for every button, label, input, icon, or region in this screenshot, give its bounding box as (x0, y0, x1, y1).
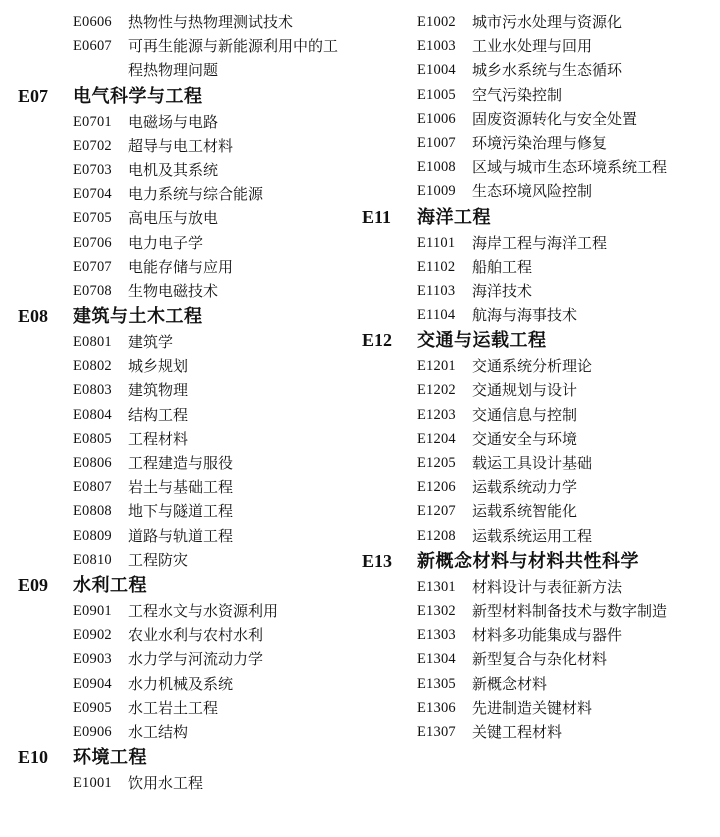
item-name: 生物电磁技术 (128, 281, 219, 300)
list-item (362, 303, 712, 327)
list-item (18, 647, 358, 671)
list-item (18, 623, 358, 647)
section-heading (362, 204, 712, 231)
list-item (362, 107, 712, 131)
item-code: E1301 (417, 578, 456, 595)
section-title: 新概念材料与材料共性科学 (417, 550, 639, 572)
item-name: 生态环境风险控制 (472, 182, 593, 201)
list-item (362, 475, 712, 499)
item-code: E1001 (73, 775, 112, 792)
item-name: 城市污水处理与资源化 (472, 13, 623, 31)
list-item (18, 771, 358, 795)
list-item (18, 427, 358, 451)
item-code: E1206 (417, 479, 456, 496)
item-code: E1004 (417, 62, 456, 79)
item-name: 环境污染治理与修复 (472, 133, 608, 152)
list-item (362, 403, 712, 427)
item-code: E1005 (417, 86, 456, 103)
list-item (362, 155, 712, 179)
item-code: E1307 (417, 723, 456, 740)
section-code: E13 (362, 550, 393, 571)
list-item (18, 599, 358, 623)
item-name: 建筑学 (128, 333, 174, 352)
list-item (362, 720, 712, 744)
item-name: 电力系统与综合能源 (128, 185, 264, 204)
item-name: 电磁场与电路 (128, 112, 219, 131)
item-code: E1208 (417, 527, 456, 544)
item-name: 新型复合与杂化材料 (472, 650, 608, 669)
list-item (18, 696, 358, 720)
item-code: E0906 (73, 723, 112, 740)
item-code: E0807 (73, 479, 112, 496)
item-name: 材料设计与表征新方法 (472, 577, 623, 596)
item-name: 道路与轨道工程 (128, 526, 234, 545)
item-name: 海岸工程与海洋工程 (472, 233, 608, 252)
list-item (362, 83, 712, 107)
item-name: 农业水利与农村水利 (128, 626, 264, 645)
item-name: 建筑物理 (128, 381, 189, 400)
item-name: 水工结构 (128, 722, 189, 741)
list-item (362, 599, 712, 623)
item-code: E0606 (73, 14, 112, 30)
item-code: E1103 (417, 282, 456, 299)
list-item (362, 427, 712, 451)
item-name: 新概念材料 (472, 674, 548, 693)
item-name: 海洋技术 (472, 281, 533, 300)
item-code: E1203 (417, 406, 456, 423)
item-code: E1008 (417, 159, 456, 176)
list-item (362, 354, 712, 378)
item-code: E1207 (417, 503, 456, 520)
item-name: 水工岩土工程 (128, 698, 219, 717)
list-item (362, 58, 712, 82)
item-name: 交通系统分析理论 (472, 357, 593, 376)
item-code: E0704 (73, 186, 112, 203)
item-name: 高电压与放电 (128, 209, 219, 228)
item-code: E0805 (73, 430, 112, 447)
item-code: E0803 (73, 382, 112, 399)
item-code: E1102 (417, 258, 456, 275)
list-item (362, 623, 712, 647)
section-heading (18, 303, 358, 330)
item-code: E0801 (73, 334, 112, 351)
list-item (362, 34, 712, 58)
item-name: 工程建造与服役 (128, 454, 234, 473)
section-code: E12 (362, 330, 393, 351)
list-item (18, 548, 358, 572)
item-name: 城乡水系统与生态循环 (472, 61, 623, 80)
section-code: E09 (18, 574, 49, 595)
section-title: 交通与运载工程 (417, 330, 547, 352)
list-item (362, 255, 712, 279)
list-item (18, 10, 358, 34)
list-item (362, 575, 712, 599)
list-item (362, 524, 712, 548)
right-column (362, 10, 712, 744)
item-name: 先进制造关键材料 (472, 698, 593, 717)
section-heading (362, 548, 712, 575)
list-item (18, 231, 358, 255)
item-name: 超导与电工材料 (128, 136, 234, 155)
item-code: E1305 (417, 675, 456, 692)
item-code: E1009 (417, 183, 456, 200)
list-item (362, 131, 712, 155)
section-title: 水利工程 (73, 574, 147, 596)
list-item (362, 647, 712, 671)
list-item (362, 231, 712, 255)
item-name: 工程材料 (128, 429, 189, 448)
section-heading (18, 572, 358, 599)
item-name: 区域与城市生态环境系统工程 (472, 158, 668, 177)
list-item (18, 475, 358, 499)
section-code: E07 (18, 85, 49, 106)
item-name: 运载系统动力学 (472, 478, 578, 497)
list-item (18, 354, 358, 378)
list-item (18, 720, 358, 744)
item-name: 船舶工程 (472, 257, 533, 276)
list-item (362, 672, 712, 696)
list-item (18, 672, 358, 696)
item-name: 工程防灾 (128, 550, 189, 569)
item-name: 地下与隧道工程 (128, 502, 234, 521)
item-name: 岩土与基础工程 (128, 478, 234, 497)
list-item (18, 378, 358, 402)
item-code: E0905 (73, 699, 112, 716)
list-item (362, 451, 712, 475)
item-code: E0701 (73, 113, 112, 130)
section-title: 环境工程 (73, 747, 147, 769)
item-name: 运载系统运用工程 (472, 526, 593, 545)
item-code: E0706 (73, 234, 112, 251)
section-title: 建筑与土木工程 (73, 306, 203, 328)
item-name: 饮用水工程 (128, 774, 204, 793)
list-item (362, 499, 712, 523)
item-name: 电机及其系统 (128, 160, 219, 179)
item-code: E1003 (417, 38, 456, 55)
list-item (18, 182, 358, 206)
item-name: 工程水文与水资源利用 (128, 601, 279, 620)
item-code: E0904 (73, 675, 112, 692)
item-name: 空气污染控制 (472, 85, 563, 104)
item-name: 结构工程 (128, 405, 189, 424)
item-code: E1006 (417, 110, 456, 127)
item-code: E0901 (73, 602, 112, 619)
item-name: 材料多功能集成与器件 (472, 626, 623, 645)
item-name: 热物性与热物理测试技术 (128, 13, 294, 31)
list-item (362, 378, 712, 402)
list-item (18, 158, 358, 182)
list-item (18, 134, 358, 158)
item-code: E0702 (73, 137, 112, 154)
list-item (18, 524, 358, 548)
list-item (18, 451, 358, 475)
item-name: 水力机械及系统 (128, 674, 234, 693)
list-item (18, 110, 358, 134)
item-code: E0703 (73, 161, 112, 178)
item-code: E1007 (417, 134, 456, 151)
item-name: 载运工具设计基础 (472, 454, 593, 472)
item-code: E1104 (417, 307, 456, 324)
list-item (18, 255, 358, 279)
section-title: 电气科学与工程 (73, 85, 203, 107)
item-code: E1302 (417, 602, 456, 619)
item-code: E0802 (73, 358, 112, 375)
section-heading (18, 83, 358, 110)
item-code: E0810 (73, 551, 112, 568)
item-code: E0809 (73, 527, 112, 544)
item-code: E1002 (417, 14, 456, 30)
list-item (18, 34, 358, 82)
item-name: 交通信息与控制 (472, 405, 578, 424)
item-name: 航海与海事技术 (472, 306, 578, 325)
item-name: 电能存储与应用 (128, 257, 234, 276)
item-name: 运载系统智能化 (472, 502, 578, 521)
item-code: E1306 (417, 699, 456, 716)
item-code: E0903 (73, 651, 112, 668)
item-name: 工业水处理与回用 (472, 37, 593, 56)
item-code: E0902 (73, 627, 112, 644)
item-code: E0806 (73, 455, 112, 472)
item-name: 交通规划与设计 (472, 381, 578, 400)
item-code: E0707 (73, 258, 112, 275)
list-item (362, 179, 712, 203)
list-item (362, 10, 712, 34)
item-name: 新型材料制备技术与数字制造 (472, 601, 668, 620)
item-code: E0804 (73, 406, 112, 423)
item-name: 水力学与河流动力学 (128, 650, 264, 669)
item-name: 关键工程材料 (472, 722, 563, 741)
section-code: E11 (362, 206, 392, 227)
section-code: E08 (18, 306, 49, 327)
item-code: E1202 (417, 382, 456, 399)
item-name: 城乡规划 (128, 357, 189, 376)
item-code: E1101 (417, 234, 456, 251)
item-code: E1201 (417, 358, 456, 375)
item-name: 交通安全与环境 (472, 429, 578, 448)
list-item (18, 206, 358, 230)
list-item (362, 279, 712, 303)
section-code: E10 (18, 747, 49, 768)
item-code: E1205 (417, 455, 456, 471)
item-code: E0708 (73, 282, 112, 299)
item-code: E0808 (73, 503, 112, 520)
item-name: 固废资源转化与安全处置 (472, 109, 638, 128)
item-code: E1304 (417, 651, 456, 668)
list-item (18, 279, 358, 303)
item-code: E1204 (417, 430, 456, 447)
list-item (362, 696, 712, 720)
item-name: 电力电子学 (128, 233, 204, 252)
section-heading (362, 327, 712, 354)
item-code: E1303 (417, 627, 456, 644)
left-column (18, 10, 358, 795)
list-item (18, 330, 358, 354)
item-code: E0705 (73, 210, 112, 227)
item-code: E0607 (73, 38, 112, 55)
section-title: 海洋工程 (417, 206, 491, 228)
list-item (18, 499, 358, 523)
item-name: 可再生能源与新能源利用中的工程热物理问题 (128, 37, 339, 80)
section-heading (18, 744, 358, 771)
list-item (18, 403, 358, 427)
